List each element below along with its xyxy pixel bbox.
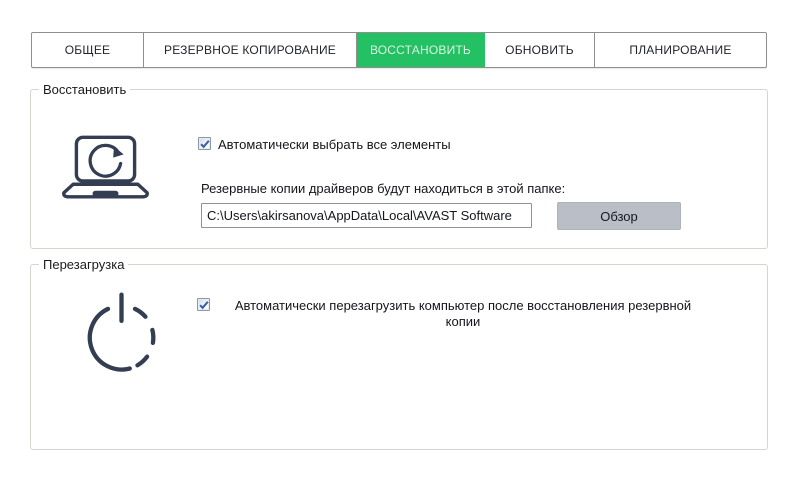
tab-restore[interactable]: ВОССТАНОВИТЬ (357, 33, 485, 67)
laptop-refresh-icon (57, 134, 154, 207)
restart-groupbox (30, 257, 768, 450)
auto-select-all-label: Автоматически выбрать все элементы (218, 137, 451, 152)
tab-scheduling[interactable]: ПЛАНИРОВАНИЕ (629, 43, 732, 57)
tab-general[interactable]: ОБЩЕЕ (32, 33, 144, 67)
checkmark-icon (198, 299, 210, 311)
checkbox-checked[interactable] (197, 298, 210, 311)
browse-button[interactable]: Обзор (557, 202, 681, 230)
restore-groupbox (30, 82, 768, 249)
backup-folder-label: Резервные копии драйверов будут находиться в этой папке: (201, 181, 566, 196)
tab-backup[interactable]: РЕЗЕРВНОЕ КОПИРОВАНИЕ (144, 33, 357, 67)
checkbox-checked[interactable] (198, 137, 211, 150)
settings-tab-bar (31, 32, 767, 68)
backup-folder-path-input[interactable] (201, 203, 532, 228)
auto-select-all-checkbox-row[interactable] (198, 137, 451, 153)
checkmark-icon (199, 138, 211, 150)
restart-group-title: Перезагрузка (39, 257, 128, 272)
tab-update[interactable]: ОБНОВИТЬ (485, 33, 595, 67)
auto-restart-checkbox-row[interactable] (197, 298, 709, 330)
auto-restart-label: Автоматически перезагрузить компьютер после восстановления резервной копии (234, 298, 692, 329)
restore-group-title: Восстановить (39, 82, 130, 97)
power-icon (84, 288, 159, 380)
